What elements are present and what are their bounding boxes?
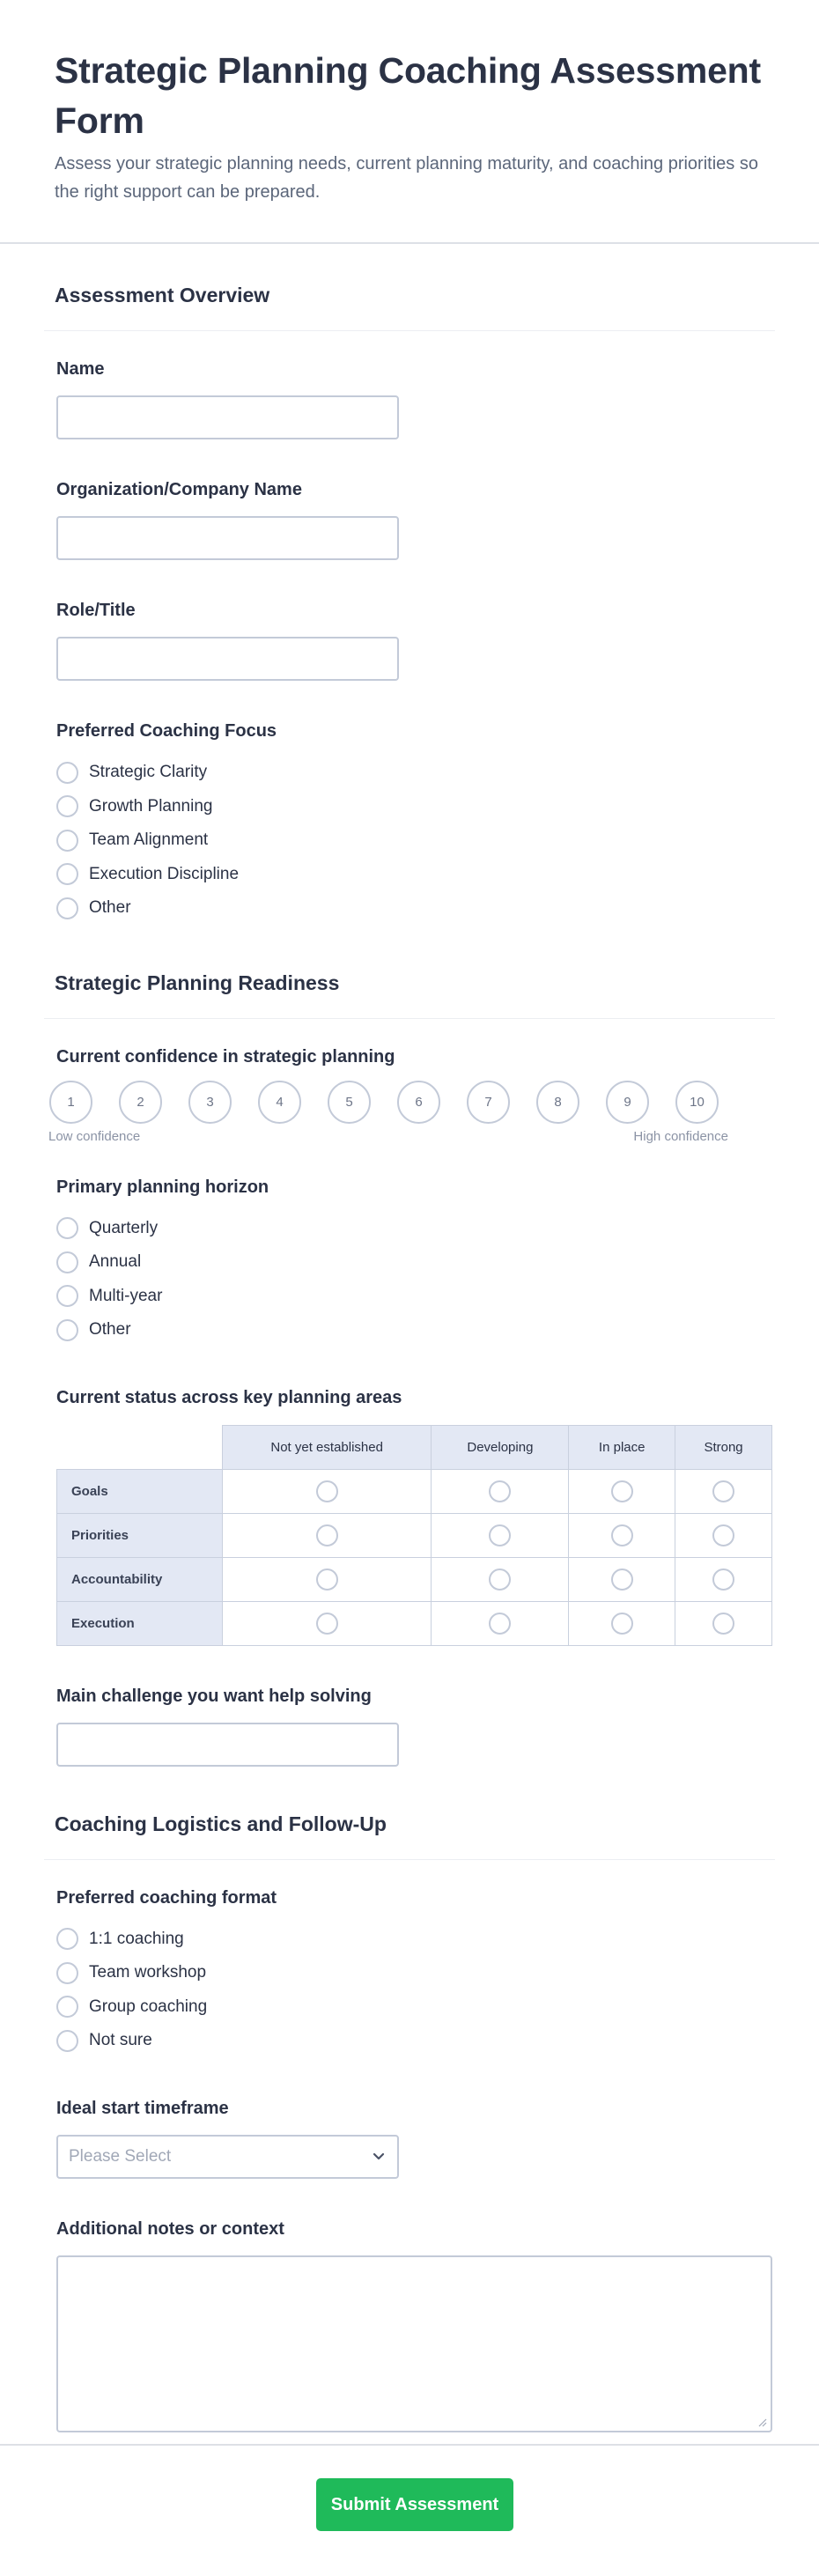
form-title: Strategic Planning Coaching Assessment Form bbox=[55, 50, 761, 141]
status-field bbox=[44, 1386, 775, 1646]
scale-option[interactable]: 5 bbox=[328, 1081, 371, 1124]
format-field bbox=[44, 1886, 775, 2058]
scale-option[interactable]: 1 bbox=[49, 1081, 92, 1124]
name-field bbox=[44, 358, 775, 439]
radio-button[interactable] bbox=[56, 897, 78, 919]
horizon-option[interactable] bbox=[56, 1313, 763, 1347]
matrix-row-label: Accountability bbox=[57, 1557, 223, 1601]
focus-option[interactable] bbox=[56, 790, 763, 824]
matrix-radio[interactable] bbox=[489, 1568, 511, 1591]
resize-grip-icon[interactable] bbox=[756, 2417, 767, 2427]
scale-option[interactable]: 7 bbox=[467, 1081, 510, 1124]
focus-option-label: Team Alignment bbox=[89, 830, 209, 850]
matrix-row bbox=[57, 1557, 772, 1601]
radio-button[interactable] bbox=[56, 1251, 78, 1273]
matrix-column-header: Strong bbox=[675, 1425, 772, 1469]
focus-option-label: Strategic Clarity bbox=[89, 763, 208, 782]
notes-label: Additional notes or context bbox=[56, 2218, 284, 2239]
scale-option[interactable]: 3 bbox=[188, 1081, 232, 1124]
horizon-label: Primary planning horizon bbox=[56, 1177, 269, 1197]
focus-option-label: Execution Discipline bbox=[89, 864, 240, 883]
status-label: Current status across key planning areas bbox=[56, 1387, 402, 1407]
focus-option[interactable] bbox=[56, 891, 763, 926]
format-options bbox=[56, 1923, 763, 2058]
matrix-radio[interactable] bbox=[712, 1568, 734, 1591]
focus-label: Preferred Coaching Focus bbox=[56, 721, 277, 741]
name-input[interactable] bbox=[56, 395, 399, 439]
section-title-readiness: Strategic Planning Readiness bbox=[44, 971, 775, 1019]
status-matrix bbox=[56, 1425, 772, 1646]
confidence-label: Current confidence in strategic planning bbox=[56, 1046, 395, 1067]
radio-button[interactable] bbox=[56, 1962, 78, 1984]
horizon-option[interactable] bbox=[56, 1212, 763, 1246]
scale-option[interactable]: 10 bbox=[675, 1081, 719, 1124]
matrix-radio[interactable] bbox=[489, 1613, 511, 1635]
scale-low-label: Low confidence bbox=[48, 1128, 141, 1144]
radio-button[interactable] bbox=[56, 762, 78, 784]
name-label: Name bbox=[56, 359, 105, 379]
challenge-label: Main challenge you want help solving bbox=[56, 1686, 372, 1706]
matrix-column-header: In place bbox=[569, 1425, 675, 1469]
horizon-options bbox=[56, 1212, 763, 1347]
matrix-radio[interactable] bbox=[316, 1613, 338, 1635]
horizon-option-label: Annual bbox=[89, 1252, 142, 1272]
format-option-label: Team workshop bbox=[89, 1963, 207, 1982]
focus-option-label: Growth Planning bbox=[89, 796, 213, 816]
matrix-corner bbox=[57, 1425, 223, 1469]
format-option-label: Group coaching bbox=[89, 1997, 208, 2016]
matrix-row-label: Goals bbox=[57, 1469, 223, 1513]
section-title-logistics: Coaching Logistics and Follow-Up bbox=[44, 1812, 775, 1860]
role-input[interactable] bbox=[56, 637, 399, 681]
scale-option[interactable]: 4 bbox=[258, 1081, 301, 1124]
challenge-input[interactable] bbox=[56, 1723, 399, 1767]
matrix-radio[interactable] bbox=[611, 1613, 633, 1635]
matrix-row bbox=[57, 1513, 772, 1557]
submit-button[interactable]: Submit Assessment bbox=[316, 2478, 513, 2531]
format-label: Preferred coaching format bbox=[56, 1887, 277, 1908]
notes-textarea[interactable] bbox=[56, 2255, 772, 2432]
horizon-field bbox=[44, 1176, 775, 1347]
format-option[interactable] bbox=[56, 2024, 763, 2058]
scale-high-label: High confidence bbox=[633, 1128, 728, 1144]
form-header bbox=[0, 0, 819, 244]
role-field bbox=[44, 599, 775, 681]
role-label: Role/Title bbox=[56, 601, 136, 620]
radio-button[interactable] bbox=[56, 863, 78, 885]
format-option-label: Not sure bbox=[89, 2031, 152, 2050]
radio-button[interactable] bbox=[56, 795, 78, 817]
focus-field bbox=[44, 720, 775, 926]
form-content bbox=[0, 284, 819, 2432]
form-subtitle: Assess your strategic planning needs, current planning maturity, and coaching priorities so the right support can be prepared. bbox=[55, 154, 758, 202]
org-input[interactable] bbox=[56, 516, 399, 560]
focus-option[interactable] bbox=[56, 823, 763, 858]
scale-option[interactable]: 6 bbox=[397, 1081, 440, 1124]
format-option[interactable] bbox=[56, 1956, 763, 1990]
radio-button[interactable] bbox=[56, 1928, 78, 1950]
notes-field bbox=[44, 2218, 775, 2432]
radio-button[interactable] bbox=[56, 830, 78, 852]
matrix-column-header: Not yet established bbox=[222, 1425, 432, 1469]
matrix-radio[interactable] bbox=[489, 1480, 511, 1502]
horizon-option-label: Quarterly bbox=[89, 1218, 159, 1237]
focus-option[interactable] bbox=[56, 756, 763, 790]
confidence-scale bbox=[44, 1081, 775, 1169]
timeframe-label: Ideal start timeframe bbox=[56, 2098, 229, 2118]
matrix-radio[interactable] bbox=[611, 1524, 633, 1546]
radio-button[interactable] bbox=[56, 2030, 78, 2052]
matrix-radio[interactable] bbox=[712, 1524, 734, 1546]
org-label: Organization/Company Name bbox=[56, 480, 302, 499]
matrix-radio[interactable] bbox=[316, 1568, 338, 1591]
matrix-radio[interactable] bbox=[712, 1613, 734, 1635]
scale-option[interactable]: 8 bbox=[536, 1081, 579, 1124]
radio-button[interactable] bbox=[56, 1319, 78, 1341]
timeframe-field bbox=[44, 2097, 775, 2179]
radio-button[interactable] bbox=[56, 1217, 78, 1239]
focus-options bbox=[56, 756, 763, 926]
matrix-radio[interactable] bbox=[489, 1524, 511, 1546]
horizon-option-label: Multi-year bbox=[89, 1286, 163, 1305]
matrix-radio[interactable] bbox=[611, 1568, 633, 1591]
horizon-option[interactable] bbox=[56, 1245, 763, 1280]
matrix-row-label: Execution bbox=[57, 1601, 223, 1645]
form-footer bbox=[0, 2444, 819, 2576]
timeframe-placeholder: Please Select bbox=[69, 2146, 172, 2166]
scale-option[interactable]: 9 bbox=[606, 1081, 649, 1124]
section-title-overview: Assessment Overview bbox=[44, 284, 775, 331]
matrix-radio[interactable] bbox=[316, 1480, 338, 1502]
matrix-radio[interactable] bbox=[316, 1524, 338, 1546]
format-option[interactable] bbox=[56, 1990, 763, 2025]
matrix-row-label: Priorities bbox=[57, 1513, 223, 1557]
horizon-option-label: Other bbox=[89, 1320, 131, 1340]
horizon-option[interactable] bbox=[56, 1280, 763, 1314]
format-option-label: 1:1 coaching bbox=[89, 1929, 184, 1948]
radio-button[interactable] bbox=[56, 1285, 78, 1307]
matrix-row bbox=[57, 1601, 772, 1645]
radio-button[interactable] bbox=[56, 1996, 78, 2018]
challenge-field bbox=[44, 1685, 775, 1767]
focus-option[interactable] bbox=[56, 858, 763, 892]
matrix-column-header: Developing bbox=[432, 1425, 569, 1469]
timeframe-select[interactable] bbox=[56, 2135, 399, 2179]
chevron-down-icon bbox=[369, 2147, 388, 2166]
org-field bbox=[44, 478, 775, 560]
matrix-row bbox=[57, 1469, 772, 1513]
format-option[interactable] bbox=[56, 1923, 763, 1957]
matrix-radio[interactable] bbox=[611, 1480, 633, 1502]
focus-option-label: Other bbox=[89, 898, 131, 918]
scale-option[interactable]: 2 bbox=[119, 1081, 162, 1124]
matrix-radio[interactable] bbox=[712, 1480, 734, 1502]
confidence-field bbox=[44, 1045, 775, 1068]
